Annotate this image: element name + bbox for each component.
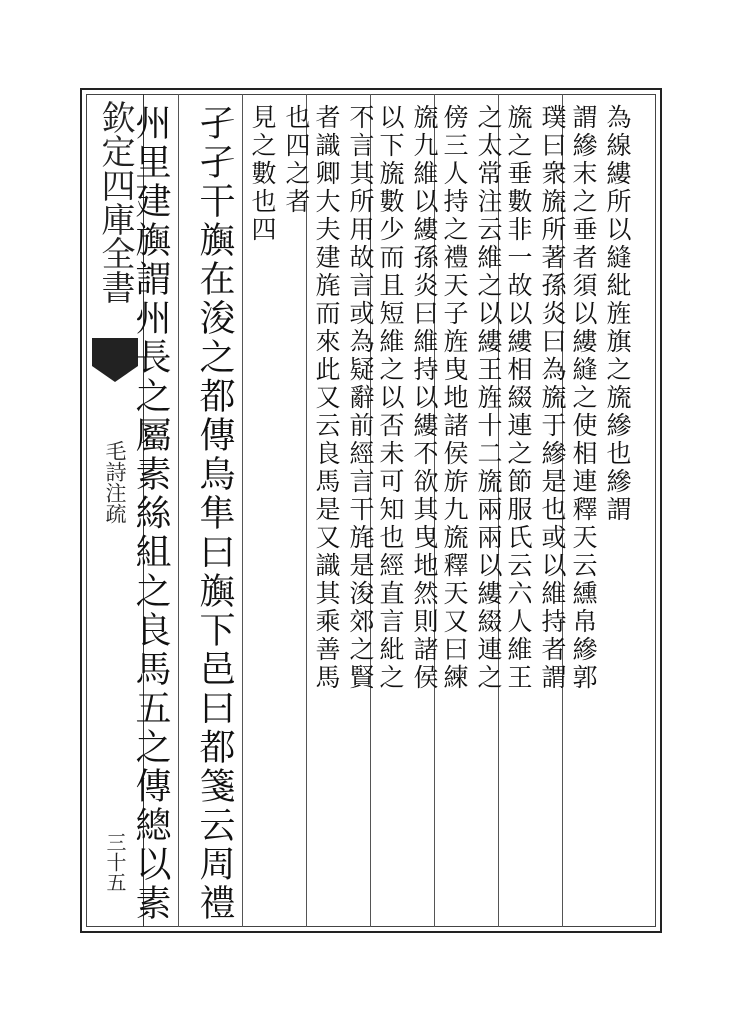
commentary-line-6: 傍三人持之禮天子旌曳地諸侯旂九旒釋天又曰練 <box>440 104 469 692</box>
commentary-line-3: 璞曰衆旒所著孫炎曰為旒于縿是也或以維持者謂 <box>538 104 567 692</box>
column-rule <box>242 94 243 927</box>
banner-subtitle: 毛詩注疏 <box>103 440 127 524</box>
banner-title: 欽定四庫全書 <box>95 100 135 304</box>
column-rule <box>178 94 179 927</box>
commentary-line-7: 旒九維以縷孫炎曰維持以縷不欲其曳地然則諸侯 <box>410 104 439 692</box>
main-text-line-1: 孑孑干旟在浚之都傳鳥隼曰旟下邑曰都箋云周禮 <box>194 104 235 923</box>
commentary-line-12: 見之數也四 <box>248 104 277 244</box>
column-rule <box>306 94 307 927</box>
commentary-line-2: 謂縿末之垂者須以縷縫之使相連釋天云纁帛縿郭 <box>569 104 598 692</box>
commentary-line-8: 以下旒數少而且短維之以否未可知也經直言紕之 <box>376 104 405 692</box>
main-text-line-2: 州里建旟謂州長之屬素絲組之良馬五之傳總以素 <box>130 104 171 923</box>
commentary-line-9: 不言其所用故言或為疑辭前經言干旄是浚郊之賢 <box>346 104 375 692</box>
commentary-line-10: 者識卿大夫建旄而來此又云良馬是又識其乘善馬 <box>312 104 341 692</box>
commentary-line-4: 旒之垂數非一故以縷相綴連之節服氏云六人維王 <box>504 104 533 692</box>
commentary-line-1: 為線縷所以縫紕旌旗之旒縿也縿謂 <box>603 104 632 524</box>
page-number: 三十五 <box>103 832 127 892</box>
commentary-line-11: 也四之者 <box>282 104 311 216</box>
commentary-line-5: 之太常注云維之以縷王旌十二旒兩兩以縷綴連之 <box>474 104 503 692</box>
